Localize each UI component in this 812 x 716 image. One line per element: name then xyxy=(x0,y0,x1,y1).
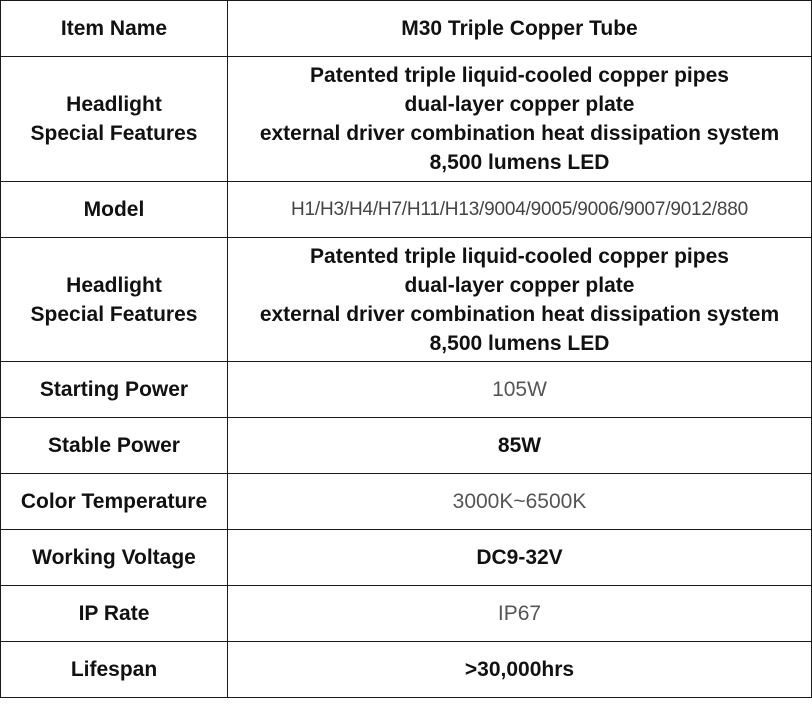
table-row-starting-power xyxy=(1,362,812,418)
special-features-label-line: Special Features xyxy=(30,122,198,145)
special-features-label-line: Headlight xyxy=(66,93,162,116)
ip-rate-value: IP67 xyxy=(228,586,812,642)
table-row-lifespan xyxy=(1,642,812,698)
special-features-label xyxy=(1,57,228,182)
stable-power-label: Stable Power xyxy=(1,418,228,474)
table-row-ip-rate xyxy=(1,586,812,642)
feature-line: external driver combination heat dissipation system xyxy=(259,302,780,326)
stable-power-value: 85W xyxy=(228,418,812,474)
table-row-special-features xyxy=(1,238,812,362)
table-row-color-temperature xyxy=(1,474,812,530)
feature-line: external driver combination heat dissipation system xyxy=(259,122,780,145)
special-features-label-line: Headlight xyxy=(66,273,162,297)
special-features-label-line: Special Features xyxy=(30,302,198,326)
table-row-special-features xyxy=(1,57,812,182)
model-value: H1/H3/H4/H7/H11/H13/9004/9005/9006/9007/9012/880 xyxy=(228,182,812,238)
color-temperature-label: Color Temperature xyxy=(1,474,228,530)
feature-line: 8,500 lumens LED xyxy=(429,331,610,355)
special-features-label xyxy=(1,238,228,362)
special-features-value xyxy=(228,238,812,362)
table-row-stable-power xyxy=(1,418,812,474)
feature-line: 8,500 lumens LED xyxy=(429,151,610,174)
item-name-value: M30 Triple Copper Tube xyxy=(228,1,812,57)
starting-power-value: 105W xyxy=(228,362,812,418)
table-row-model xyxy=(1,182,812,238)
item-name-label: Item Name xyxy=(1,1,228,57)
model-label: Model xyxy=(1,182,228,238)
feature-line: dual-layer copper plate xyxy=(404,93,635,116)
color-temperature-value: 3000K~6500K xyxy=(228,474,812,530)
feature-line: Patented triple liquid-cooled copper pipes xyxy=(310,64,729,87)
working-voltage-value: DC9-32V xyxy=(228,530,812,586)
lifespan-value: >30,000hrs xyxy=(228,642,812,698)
table-row-working-voltage xyxy=(1,530,812,586)
table-row-item-name xyxy=(1,1,812,57)
starting-power-label: Starting Power xyxy=(1,362,228,418)
lifespan-label: Lifespan xyxy=(1,642,228,698)
working-voltage-label: Working Voltage xyxy=(1,530,228,586)
feature-line: Patented triple liquid-cooled copper pipes xyxy=(310,244,729,268)
feature-line: dual-layer copper plate xyxy=(404,273,635,297)
ip-rate-label: IP Rate xyxy=(1,586,228,642)
special-features-value xyxy=(228,57,812,182)
